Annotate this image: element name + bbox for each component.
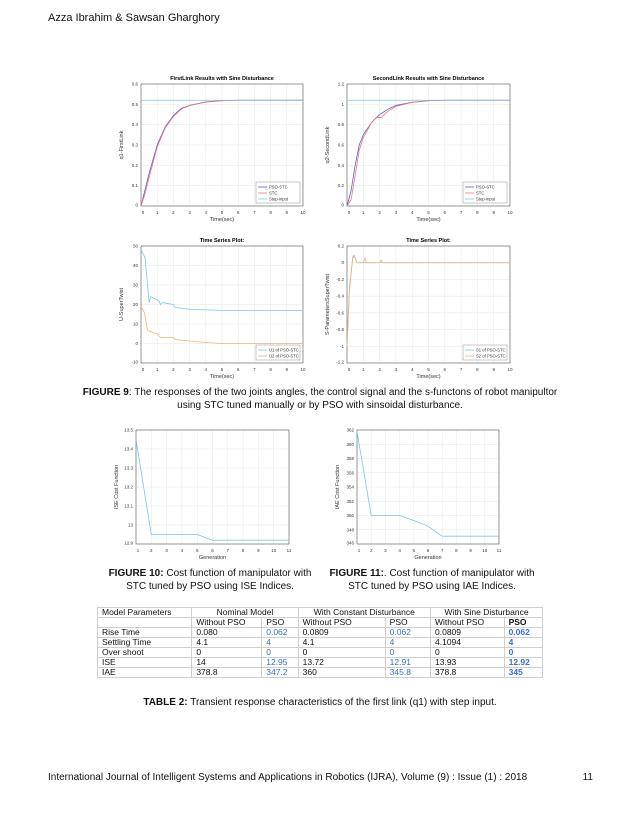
table-row [98, 628, 543, 638]
x-tick-label: 2 [172, 367, 175, 372]
y-tick-label: 0 [341, 202, 344, 208]
caption-label: FIGURE 11: [329, 568, 384, 579]
x-tick-label: 11 [286, 548, 292, 553]
table-2-caption [70, 696, 570, 709]
x-tick-label: 2 [369, 548, 373, 553]
x-tick-label: 0 [141, 367, 145, 372]
x-tick-label: 9 [257, 548, 260, 553]
x-tick-label: 3 [165, 548, 168, 553]
chart-title: Time Series Plot: [199, 238, 245, 244]
y-axis-label: U-SuperTwist [119, 287, 125, 322]
legend-entry: Step-input [269, 196, 289, 202]
table-cell: 0.080 [192, 628, 262, 638]
chart-6 [335, 428, 502, 562]
x-axis-label: Time(sec) [209, 217, 235, 223]
y-tick-label: 352 [346, 498, 354, 504]
x-tick-label: 10 [482, 548, 488, 553]
y-tick-label: 362 [346, 427, 354, 433]
legend-entry: U1 of PSO-STC [269, 347, 299, 353]
x-tick-label: 2 [378, 367, 381, 372]
y-tick-label: 13.3 [124, 465, 133, 471]
legend-entry: PSO-STC [476, 184, 495, 190]
chart-title: FirstLink Results with Sine Disturbance [170, 76, 274, 82]
table-cell: 13.72 [298, 658, 385, 668]
x-tick-label: 10 [300, 210, 306, 215]
x-tick-label: 10 [507, 210, 513, 215]
x-tick-label: 4 [410, 210, 414, 215]
y-tick-label: 0.6 [131, 81, 138, 87]
x-tick-label: 6 [236, 210, 240, 215]
y-tick-label: 20 [132, 302, 138, 307]
x-tick-label: 1 [362, 210, 365, 215]
x-tick-label: 7 [253, 367, 256, 372]
x-tick-label: 6 [426, 548, 430, 553]
x-tick-label: 1 [357, 548, 361, 553]
y-tick-label: 350 [346, 513, 354, 518]
x-tick-label: 7 [226, 548, 230, 553]
y-tick-label: 13.5 [124, 427, 133, 433]
chart-title: SecondLink Results with Sine Disturbance [372, 76, 485, 82]
x-tick-label: 9 [285, 210, 289, 215]
header-cell: Without PSO [192, 618, 262, 628]
y-tick-label: 0.1 [131, 183, 138, 189]
x-tick-label: 7 [459, 367, 463, 372]
x-tick-label: 7 [459, 210, 463, 215]
caption-text: : The responses of the two joints angles, the control signal and the s-functons of robot manipultor using STC tuned manually or by PSO with sinsoidal disturbance. [128, 387, 558, 411]
y-axis-label: S-ParametersSuperTwist [325, 273, 331, 336]
x-tick-label: 1 [362, 367, 365, 372]
x-tick-label: 5 [220, 210, 224, 215]
table-cell: 345 [504, 668, 542, 678]
header-cell: Nominal Model [192, 608, 298, 618]
table-cell: 0 [431, 648, 505, 658]
legend-entry: STC [476, 190, 485, 196]
table-cell: 13.93 [431, 658, 505, 668]
y-tick-label: -1.2 [336, 359, 344, 365]
table-cell: 4.1 [298, 638, 385, 648]
x-axis-label: Generation [198, 555, 227, 561]
x-tick-label: 5 [220, 367, 224, 372]
legend-entry: U2 of PSO-STC [269, 353, 299, 359]
x-tick-label: 3 [188, 210, 191, 215]
x-tick-label: 1 [155, 367, 159, 372]
table-row [98, 648, 543, 658]
header-cell: With Sine Disturbance [431, 608, 543, 618]
x-tick-label: 8 [455, 548, 458, 553]
table-cell: 347.2 [262, 668, 298, 678]
table-cell: 4 [504, 638, 542, 648]
x-tick-label: 0 [141, 210, 145, 215]
y-tick-label: 0.4 [131, 122, 138, 128]
x-axis-label: Generation [414, 555, 442, 561]
y-tick-label: 30 [132, 282, 138, 288]
x-tick-label: 10 [300, 367, 306, 372]
x-tick-label: 8 [476, 210, 479, 215]
header-cell: PSO [504, 618, 542, 628]
y-tick-label: 0.3 [131, 142, 138, 148]
x-tick-label: 2 [172, 210, 175, 215]
x-tick-label: 9 [492, 367, 495, 372]
table-cell: 4.1094 [431, 638, 505, 648]
y-axis-label: q2-SecondLink [325, 126, 331, 164]
y-tick-label: 13 [127, 522, 133, 528]
header-cell: PSO [262, 618, 298, 628]
table-cell: IAE [98, 668, 192, 678]
x-tick-label: 6 [211, 548, 214, 553]
table-cell: 378.8 [192, 668, 262, 678]
table-cell: 0 [192, 648, 262, 658]
y-tick-label: 358 [346, 456, 354, 461]
legend-entry: Step-input [476, 196, 496, 202]
table-cell: Rise Time [98, 628, 192, 638]
y-tick-label: 356 [346, 470, 354, 476]
x-tick-label: 5 [427, 210, 430, 215]
table-cell: Over shoot [98, 648, 192, 658]
x-tick-label: 4 [180, 548, 184, 553]
x-tick-label: 8 [269, 210, 272, 215]
results-table [97, 607, 543, 678]
y-axis-label: q1-FirstLink [119, 130, 125, 160]
table-cell: 12.95 [262, 658, 298, 668]
legend-entry: PSO-STC [269, 184, 288, 190]
y-tick-label: -0.6 [336, 310, 344, 316]
x-tick-label: 8 [241, 548, 245, 553]
x-tick-label: 3 [394, 367, 398, 372]
x-tick-label: 7 [440, 548, 444, 553]
legend-entry: S2 of PSO-STC [476, 353, 506, 359]
table-cell: 4 [385, 638, 430, 648]
empty-cell [98, 618, 192, 628]
x-tick-label: 8 [476, 367, 479, 372]
table-row [98, 658, 543, 668]
table-cell: 0.062 [504, 628, 542, 638]
table-cell: 0.0809 [431, 628, 505, 638]
x-tick-label: 6 [443, 367, 447, 372]
y-axis-label: IAE Cost Function [335, 464, 341, 510]
x-tick-label: 2 [150, 548, 153, 553]
chart-2 [325, 76, 513, 223]
x-axis-label: Time(sec) [416, 374, 441, 380]
y-tick-label: -0.4 [336, 293, 344, 299]
x-tick-label: 9 [285, 367, 289, 372]
y-tick-label: 0.5 [131, 101, 138, 107]
table-cell: 0.062 [385, 628, 430, 638]
x-tick-label: 10 [271, 548, 277, 553]
x-tick-label: 11 [496, 548, 502, 553]
caption-label: FIGURE 9 [82, 387, 129, 398]
x-tick-label: 8 [269, 367, 272, 372]
header-cell: With Constant Disturbance [298, 608, 430, 618]
table-cell: 0 [385, 648, 430, 658]
y-tick-label: -1 [339, 343, 344, 349]
x-tick-label: 3 [384, 548, 387, 553]
x-tick-label: 9 [492, 210, 495, 215]
running-header: Azza Ibrahim & Sawsan Gharghory [48, 12, 220, 24]
chart-4 [325, 238, 513, 380]
figure-10-caption [105, 567, 315, 593]
table-cell: 0.062 [262, 628, 298, 638]
x-axis-label: Time(sec) [416, 217, 441, 223]
x-tick-label: 4 [410, 367, 414, 372]
y-tick-label: 12.9 [124, 540, 133, 546]
y-tick-label: 348 [346, 527, 354, 533]
table-cell: 378.8 [431, 668, 505, 678]
y-tick-label: 13.2 [124, 484, 133, 490]
y-tick-label: 50 [132, 243, 138, 249]
table-cell: 0 [504, 648, 542, 658]
y-tick-label: 13.1 [124, 503, 133, 509]
caption-text: . Cost function of manipulator with STC tuned by PSO using IAE Indices. [348, 568, 535, 592]
table-row [98, 668, 543, 678]
header-cell: Without PSO [298, 618, 385, 628]
table-cell: 12.92 [504, 658, 542, 668]
x-tick-label: 3 [188, 367, 191, 372]
legend-entry: S1 of PSO-STC [476, 347, 506, 353]
figure-9-caption [70, 386, 570, 412]
table-header-row [98, 608, 543, 618]
figure-11-caption [322, 567, 542, 593]
x-tick-label: 7 [253, 210, 256, 215]
x-tick-label: 10 [507, 367, 513, 372]
table-cell: 14 [192, 658, 262, 668]
chart-3 [119, 238, 306, 380]
chart-5 [114, 428, 292, 562]
table-cell: 360 [298, 668, 385, 678]
y-tick-label: 0.8 [337, 122, 344, 128]
y-tick-label: 354 [346, 484, 354, 490]
x-tick-label: 1 [136, 548, 140, 553]
x-tick-label: 0 [347, 367, 351, 372]
caption-label: FIGURE 10: [108, 568, 164, 579]
table-cell: ISE [98, 658, 192, 668]
x-tick-label: 4 [204, 210, 208, 215]
x-tick-label: 5 [427, 367, 430, 372]
chart-title: Time Series Plot: [406, 238, 451, 244]
y-tick-label: 0.6 [337, 142, 344, 148]
chart-1 [119, 76, 306, 223]
caption-text: Cost function of manipulator with STC tuned by PSO using ISE Indices. [126, 568, 312, 592]
x-tick-label: 1 [155, 210, 159, 215]
footer [48, 772, 593, 784]
x-tick-label: 5 [412, 548, 416, 553]
footer-journal: International Journal of Intelligent Systems and Applications in Robotics (IJRA), Volume (9) : Issue (1) : 2018 [48, 772, 528, 783]
y-tick-label: 0.2 [337, 243, 344, 249]
y-tick-label: 360 [346, 441, 354, 447]
y-tick-label: 1.2 [337, 81, 344, 87]
y-tick-label: 0.2 [131, 162, 138, 168]
y-tick-label: 0 [135, 341, 138, 346]
y-axis-label: ISE Cost Function [114, 464, 120, 510]
y-tick-label: -10 [131, 359, 138, 365]
page-number: 11 [582, 772, 593, 783]
x-axis-label: Time(sec) [209, 374, 235, 380]
legend-entry: STC [269, 190, 278, 196]
table-row [98, 638, 543, 648]
x-tick-label: 0 [347, 210, 351, 215]
x-tick-label: 6 [236, 367, 240, 372]
table-cell: 0 [262, 648, 298, 658]
x-tick-label: 3 [394, 210, 398, 215]
table-cell: Settling Time [98, 638, 192, 648]
header-cell: PSO [385, 618, 430, 628]
x-tick-label: 5 [195, 548, 199, 553]
x-tick-label: 9 [469, 548, 472, 553]
y-tick-label: 1 [341, 101, 344, 107]
y-tick-label: 0.2 [337, 183, 344, 189]
caption-label: TABLE 2: [143, 697, 188, 708]
x-tick-label: 6 [443, 210, 447, 215]
table-cell: 12.91 [385, 658, 430, 668]
y-tick-label: 10 [132, 321, 138, 327]
header-cell: Model Parameters [98, 608, 192, 618]
y-tick-label: -0.8 [336, 327, 344, 333]
y-tick-label: 40 [132, 263, 138, 268]
y-tick-label: 346 [346, 540, 354, 546]
table-cell: 0 [298, 648, 385, 658]
table-cell: 0.0809 [298, 628, 385, 638]
y-tick-label: 0 [135, 202, 138, 208]
header-cell: Without PSO [431, 618, 505, 628]
y-tick-label: 13.4 [124, 446, 133, 452]
x-tick-label: 4 [204, 367, 208, 372]
y-tick-label: 0 [341, 260, 344, 266]
y-tick-label: 0.4 [337, 162, 344, 168]
table-subheader-row [98, 618, 543, 628]
table-cell: 345.8 [385, 668, 430, 678]
x-tick-label: 4 [398, 548, 401, 553]
table-cell: 4 [262, 638, 298, 648]
caption-text: Transient response characteristics of the first link (q1) with step input. [187, 697, 497, 708]
y-tick-label: -0.2 [336, 276, 344, 282]
table-cell: 4.1 [192, 638, 262, 648]
x-tick-label: 2 [378, 210, 381, 215]
